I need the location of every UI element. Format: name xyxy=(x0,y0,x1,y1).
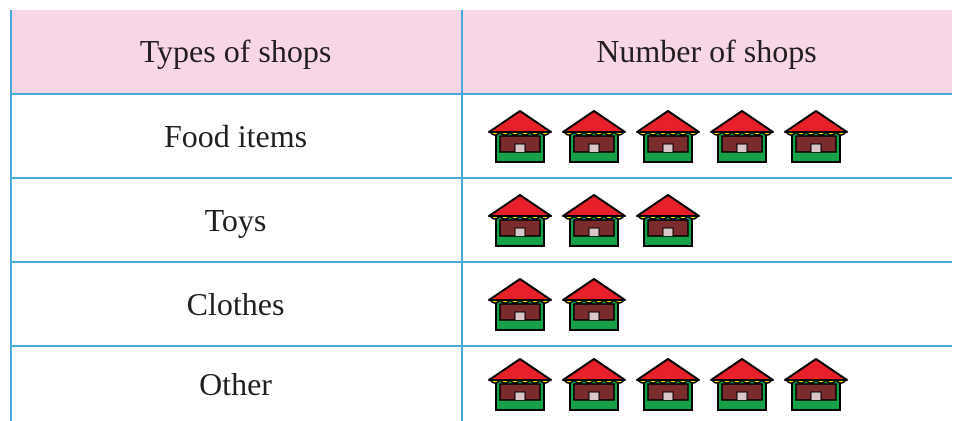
shop-icon xyxy=(487,192,553,248)
header-number-of-shops: Number of shops xyxy=(596,33,817,69)
shop-icon xyxy=(635,356,701,412)
shop-icon xyxy=(487,356,553,412)
shop-icon xyxy=(635,108,701,164)
shop-icon xyxy=(561,276,627,332)
shop-icon xyxy=(561,356,627,412)
shop-type-label: Clothes xyxy=(186,285,285,322)
grid-line xyxy=(10,10,12,421)
shop-icon xyxy=(783,108,849,164)
shop-type-label: Food items xyxy=(163,117,308,154)
pictograph-table xyxy=(10,10,952,421)
shop-icon xyxy=(561,192,627,248)
table-row xyxy=(10,347,952,421)
shop-count-cell xyxy=(461,179,952,261)
table-row xyxy=(10,263,952,345)
shop-type-label: Other xyxy=(199,365,272,402)
shop-icon xyxy=(709,356,775,412)
grid-line xyxy=(10,261,952,263)
shop-icon xyxy=(783,356,849,412)
shop-icon xyxy=(487,108,553,164)
shop-count-cell xyxy=(461,263,952,345)
grid-line xyxy=(10,93,952,95)
shop-icon xyxy=(561,108,627,164)
grid-line xyxy=(10,345,952,347)
header-types-of-shops: Types of shops xyxy=(139,33,332,69)
grid-line xyxy=(10,177,952,179)
table-row xyxy=(10,95,952,177)
shop-type-label: Toys xyxy=(204,201,267,238)
shop-icon xyxy=(635,192,701,248)
shop-icon xyxy=(709,108,775,164)
shop-count-cell xyxy=(461,347,952,421)
header-row xyxy=(10,10,952,93)
grid-line xyxy=(461,10,463,421)
shop-count-cell xyxy=(461,95,952,177)
table-row xyxy=(10,179,952,261)
shop-icon xyxy=(487,276,553,332)
